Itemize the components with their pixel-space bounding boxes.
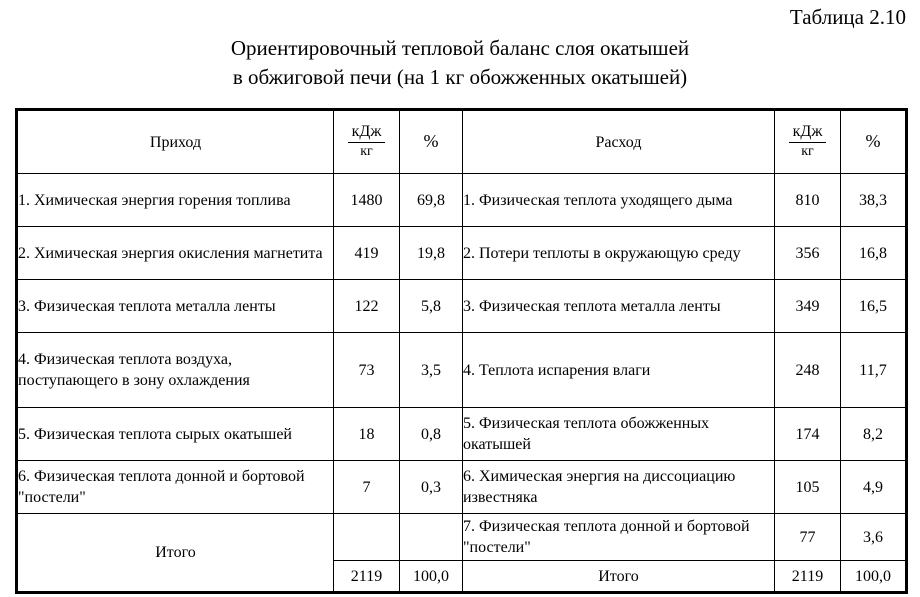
income-total-value: 2119 [334,561,400,593]
expense-item-name: 6. Химическая энергия на диссоциацию известняка [463,461,775,514]
income-item-value: 7 [334,461,400,514]
income-item-value: 419 [334,227,400,280]
income-item-name: 2. Химическая энергия окисления магнетита [17,227,334,280]
income-item-name: 1. Химическая энергия горения топлива [17,174,334,227]
header-income-percent [400,110,463,174]
income-item-percent: 3,5 [400,333,463,408]
header-expense-unit [775,110,841,174]
header-expense-percent [841,110,907,174]
income-empty-value [334,514,400,561]
income-item-percent: 0,8 [400,408,463,461]
income-item-percent: 0,3 [400,461,463,514]
income-item-name: 5. Физическая теплота сырых окатышей [17,408,334,461]
expense-item-name: 1. Физическая теплота уходящего дыма [463,174,775,227]
unit-numerator: кДж [789,123,827,142]
expense-item-value: 248 [775,333,841,408]
expense-item-value: 356 [775,227,841,280]
income-item-value: 18 [334,408,400,461]
expense-item-value: 810 [775,174,841,227]
expense-total-percent: 100,0 [841,561,907,593]
expense-item-percent: 16,5 [841,280,907,333]
percent-symbol: % [423,131,439,151]
expense-item-percent: 11,7 [841,333,907,408]
heat-balance-table-wrapper [15,108,905,594]
table-row [17,280,907,333]
expense-item-name: 3. Физическая теплота металла ленты [463,280,775,333]
header-expense: Расход [463,110,775,174]
expense-item-percent: 38,3 [841,174,907,227]
expense-total-value: 2119 [775,561,841,593]
percent-symbol: % [865,131,881,151]
income-total-percent: 100,0 [400,561,463,593]
income-empty-percent [400,514,463,561]
income-total-label: Итого [17,514,334,593]
income-item-value: 122 [334,280,400,333]
header-income-unit [334,110,400,174]
table-row [17,461,907,514]
unit-denominator: кг [801,143,814,159]
header-income: Приход [17,110,334,174]
table-row [17,333,907,408]
income-item-value: 73 [334,333,400,408]
table-row [17,227,907,280]
income-item-percent: 69,8 [400,174,463,227]
income-item-name: 3. Физическая теплота металла ленты [17,280,334,333]
table-row [17,174,907,227]
income-item-percent: 19,8 [400,227,463,280]
table-row [17,514,907,561]
expense-item-value: 77 [775,514,841,561]
income-item-value: 1480 [334,174,400,227]
expense-item-percent: 3,6 [841,514,907,561]
unit-fraction [789,123,827,158]
income-item-name: 4. Физическая теплота воздуха, поступающего в зону охлаждения [17,333,334,408]
expense-item-percent: 8,2 [841,408,907,461]
expense-item-value: 174 [775,408,841,461]
table-number-caption: Таблица 2.10 [789,5,906,29]
expense-total-label: Итого [463,561,775,593]
heat-balance-table [15,108,908,594]
expense-item-value: 349 [775,280,841,333]
table-title-line-2: в обжиговой печи (на 1 кг обожженных окатышей) [232,65,688,89]
unit-fraction [348,123,386,158]
expense-item-name: 2. Потери теплоты в окружающую среду [463,227,775,280]
table-row [17,408,907,461]
income-item-name: 6. Физическая теплота донной и бортовой "постели" [17,461,334,514]
unit-denominator: кг [360,143,373,159]
income-item-percent: 5,8 [400,280,463,333]
expense-item-value: 105 [775,461,841,514]
unit-numerator: кДж [348,123,386,142]
expense-item-name: 7. Физическая теплота донной и бортовой "постели" [463,514,775,561]
expense-item-percent: 4,9 [841,461,907,514]
table-title-line-1: Ориентировочный тепловой баланс слоя окатышей [230,36,690,60]
expense-item-name: 4. Теплота испарения влаги [463,333,775,408]
expense-item-percent: 16,8 [841,227,907,280]
table-header-row [17,110,907,174]
table-title [0,34,920,92]
expense-item-name: 5. Физическая теплота обожженных окатышей [463,408,775,461]
